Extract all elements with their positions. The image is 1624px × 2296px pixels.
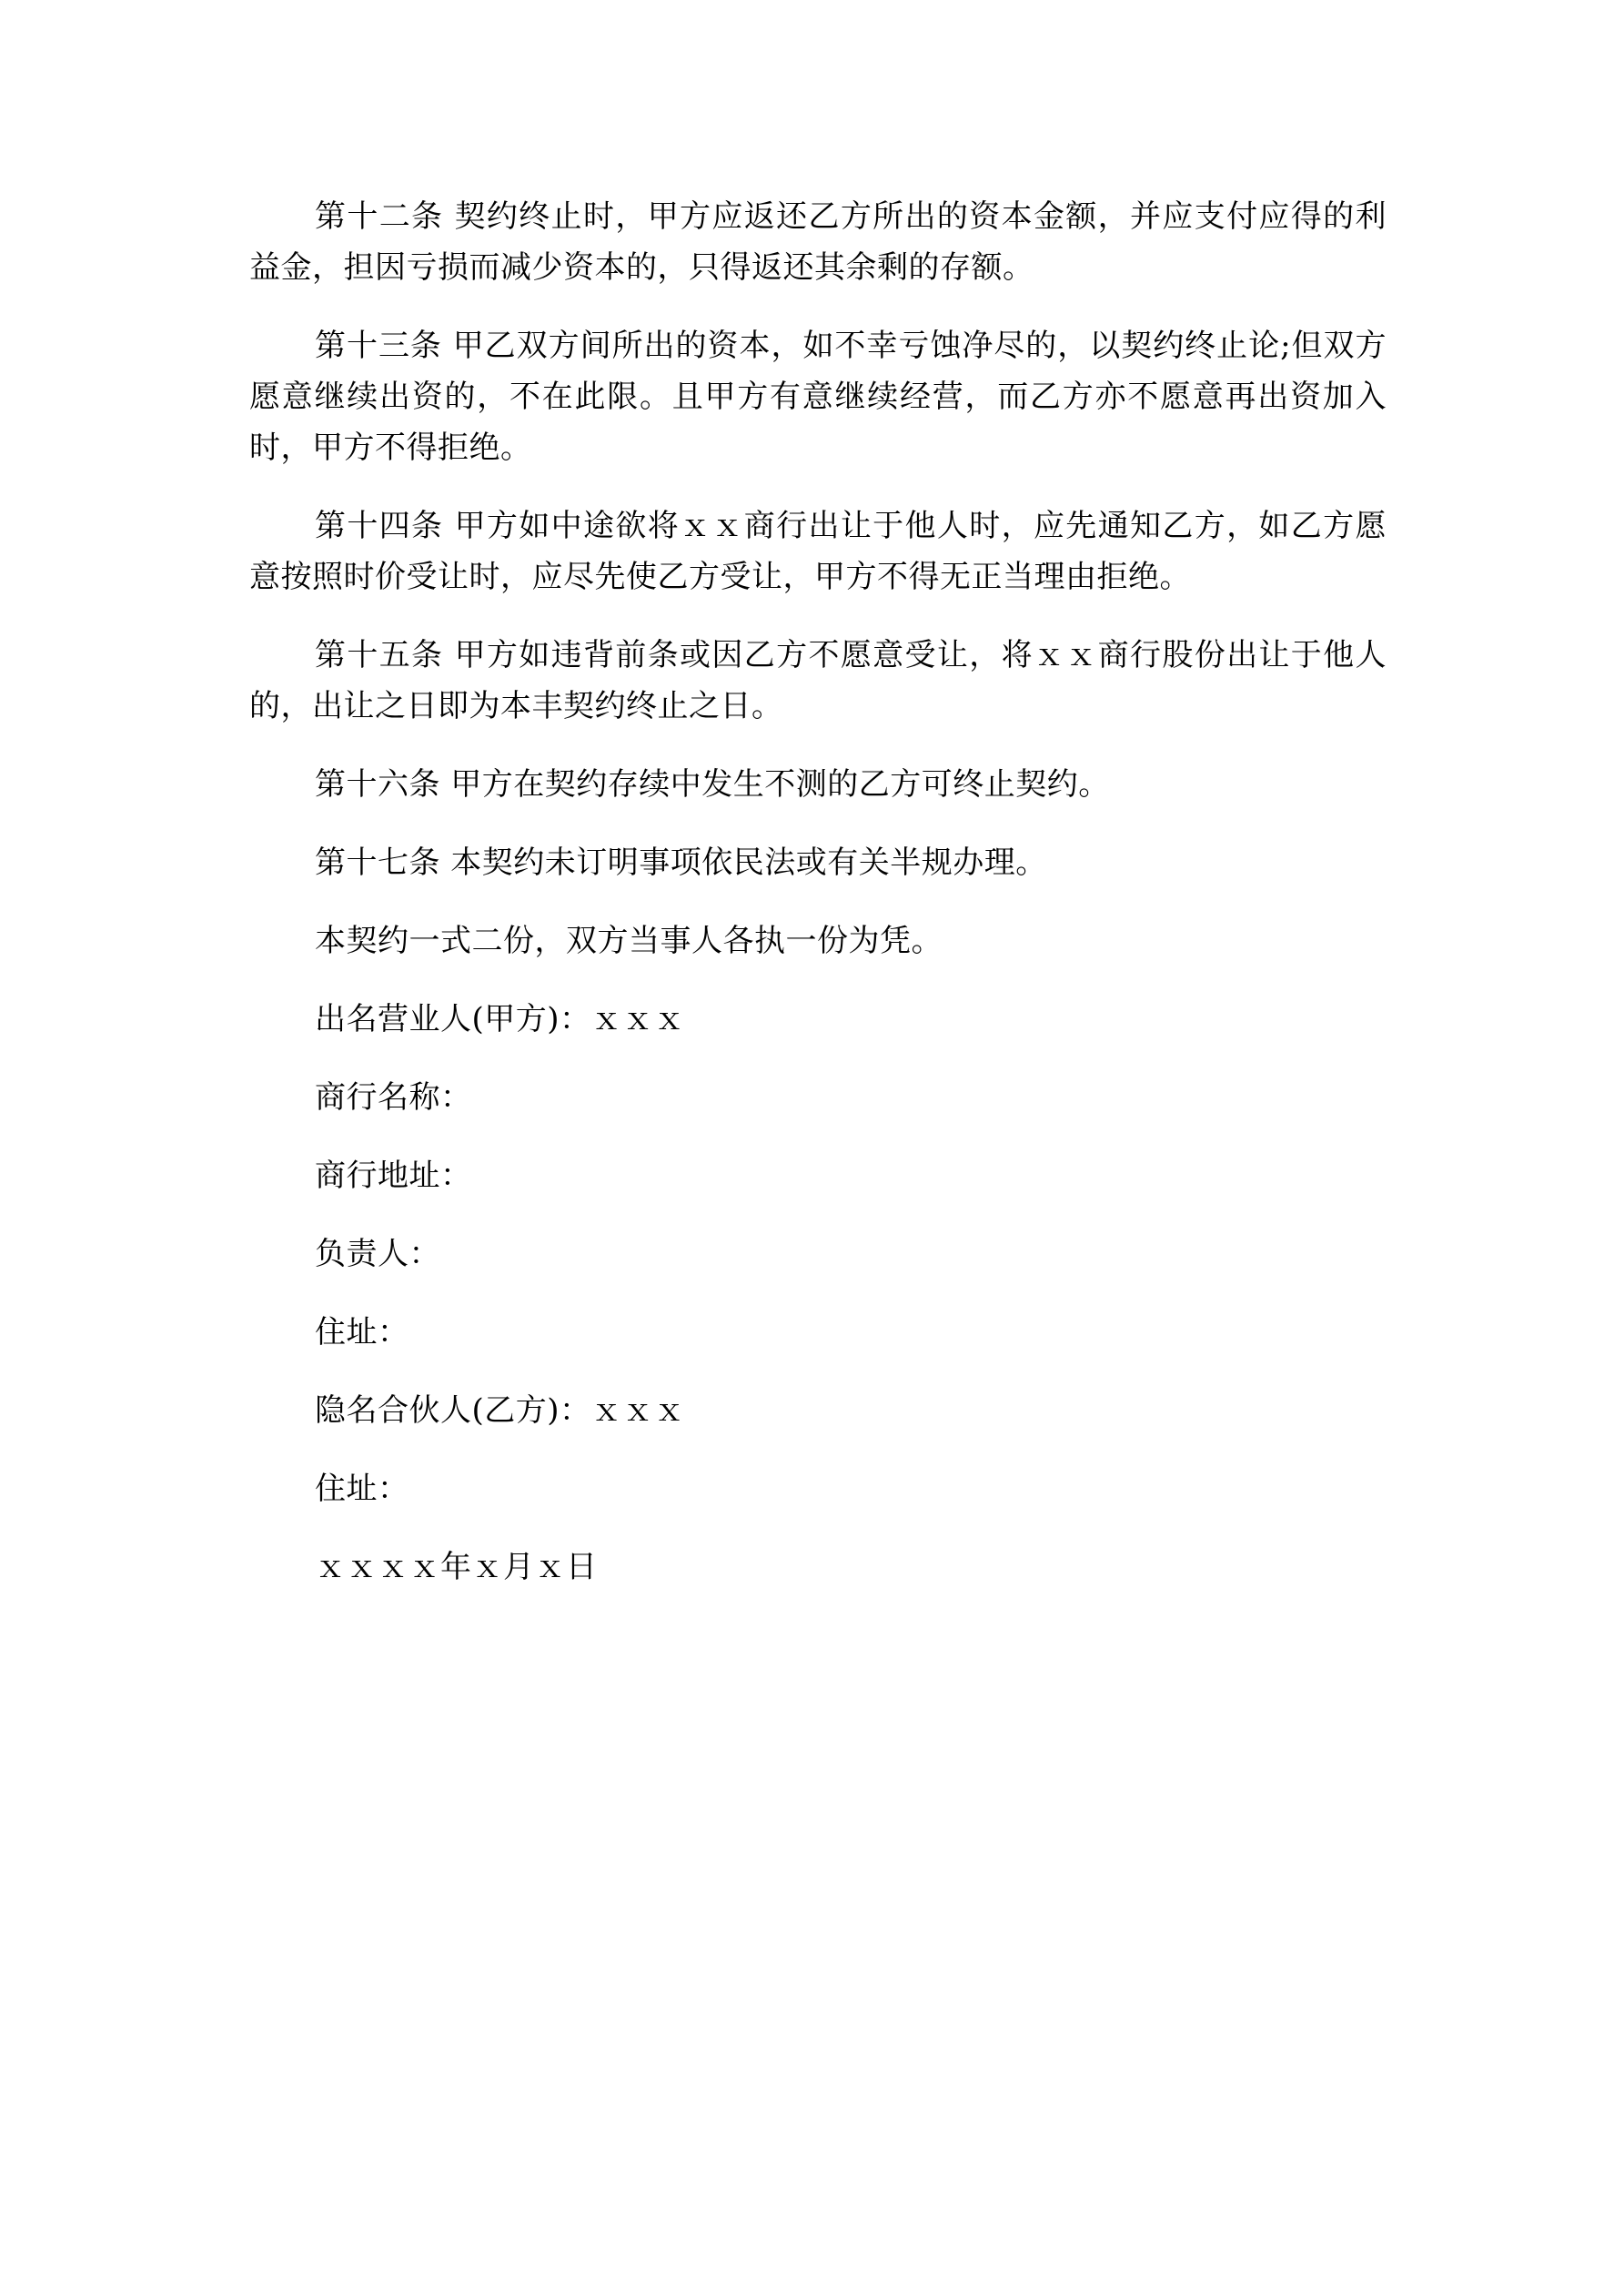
date-line: ｘｘｘｘ年ｘ月ｘ日 xyxy=(315,1549,598,1585)
party-b-label: 隐名合伙人(乙方)：ｘｘｘ xyxy=(315,1392,686,1429)
clause-17: 第十七条 本契约未订明事项依民法或有关半规办理。 xyxy=(315,845,1047,881)
responsible-person-label: 负责人： xyxy=(315,1236,440,1272)
clause-13: 第十三条 甲乙双方间所出的资本，如不幸亏蚀净尽的，以契约终止论;但双方愿意继续出资的，不在此限。且甲方有意继续经营，而乙方亦不愿意再出资加入时，甲方不得拒绝。 xyxy=(249,328,1387,466)
copies-statement: 本契约一式二份，双方当事人各执一份为凭。 xyxy=(315,923,943,959)
address-label-b: 住址： xyxy=(315,1471,409,1507)
address-label-a: 住址： xyxy=(315,1314,409,1350)
clause-16: 第十六条 甲方在契约存续中发生不测的乙方可终止契约。 xyxy=(315,766,1110,803)
company-name-label: 商行名称： xyxy=(315,1079,472,1116)
clause-15: 第十五条 甲方如违背前条或因乙方不愿意受让，将ｘｘ商行股份出让于他人的，出让之日即为本丰契约终止之日。 xyxy=(249,637,1387,724)
company-address-label: 商行地址： xyxy=(315,1158,472,1194)
clause-14: 第十四条 甲方如中途欲将ｘｘ商行出让于他人时，应先通知乙方，如乙方愿意按照时价受让时，应尽先使乙方受让，甲方不得无正当理由拒绝。 xyxy=(249,508,1387,595)
clause-12: 第十二条 契约终止时，甲方应返还乙方所出的资本金额，并应支付应得的利益金，担因亏损而减少资本的，只得返还其余剩的存额。 xyxy=(249,198,1387,286)
party-a-label: 出名营业人(甲方)：ｘｘｘ xyxy=(315,1001,686,1037)
document-page xyxy=(249,191,1387,1593)
